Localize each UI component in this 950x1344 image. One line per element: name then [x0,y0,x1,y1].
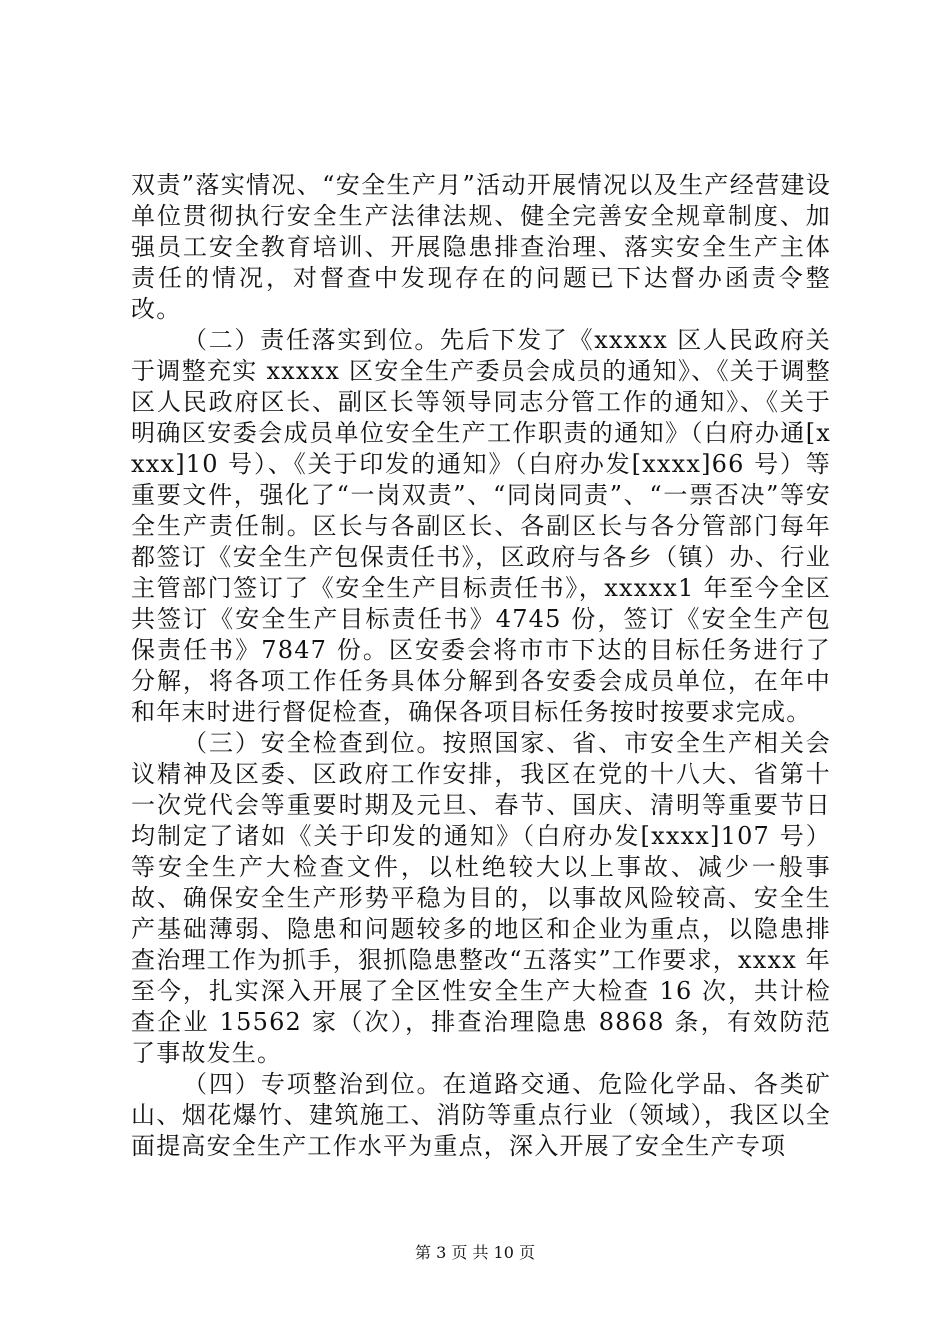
paragraph-continuation: 双责”落实情况、“安全生产月”活动开展情况以及生产经营建设单位贯彻执行安全生产法律法规、健全完善安全规章制度、加强员工安全教育培训、开展隐患排查治理、落实安全生产主体责任的情况，对督查中发现存在的问题已下达督办函责令整改。 [131,171,831,323]
document-body [131,170,831,1162]
paragraph-special-rectification: （四）专项整治到位。在道路交通、危险化学品、各类矿山、烟花爆竹、建筑施工、消防等重点行业（领域），我区以全面提高安全生产工作水平为重点，深入开展了安全生产专项 [131,1070,831,1160]
page-number-footer: 第 3 页 共 10 页 [415,1243,535,1262]
paragraph-responsibility: （二）责任落实到位。先后下发了《xxxxx 区人民政府关于调整充实 xxxxx 区安全生产委员会成员的通知》、《关于调整区人民政府区长、副区长等领导同志分管工作的通知》、《关于明确区安委会成员单位安全生产工作职责的通知》（白府办通[xxxx]10 号）、《关于印发的通知》（白府办发[xxxx]66 号）等重要文件，强化了“一岗双责”、“同岗同责”、“一票否决”等安全生产责任制。区长与各副区长、各副区长与各分管部门每年都签订《安全生产包保责任书》，区政府与各乡（镇）办、行业主管部门签订了《安全生产目标责任书》，xxxxx1 年至今全区共签订《安全生产目标责任书》4745 份，签订《安全生产包保责任书》7847 份。区安委会将市市下达的目标任务进行了分解，将各项工作任务具体分解到各安委会成员单位，在年中和年末时进行督促检查，确保各项目标任务按时按要求完成。 [131,326,831,726]
paragraph-inspection: （三）安全检查到位。按照国家、省、市安全生产相关会议精神及区委、区政府工作安排，我区在党的十八大、省第十一次党代会等重要时期及元旦、春节、国庆、清明等重要节日均制定了诸如《关于印发的通知》（白府办发[xxxx]107 号）等安全生产大检查文件，以杜绝较大以上事故、减少一般事故、确保安全生产形势平稳为目的，以事故风险较高、安全生产基础薄弱、隐患和问题较多的地区和企业为重点，以隐患排查治理工作为抓手，狠抓隐患整改“五落实”工作要求，xxxx 年至今，扎实深入开展了全区性安全生产大检查 16 次，共计检查企业 15562 家（次），排查治理隐患 8868 条，有效防范了事故发生。 [131,729,831,1067]
